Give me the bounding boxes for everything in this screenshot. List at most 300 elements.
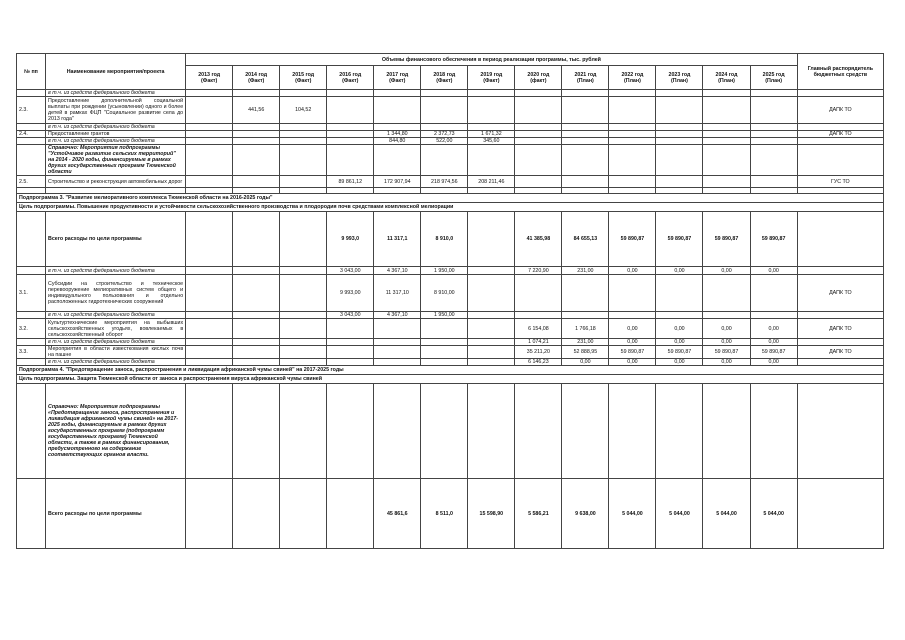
value-cell xyxy=(750,275,797,312)
value-cell: 4 367,10 xyxy=(374,312,421,319)
table-row xyxy=(17,267,884,275)
value-cell xyxy=(280,319,327,339)
header-name: Наименование мероприятия/проекта xyxy=(46,54,186,90)
table-row xyxy=(17,384,884,479)
header-year xyxy=(562,66,609,90)
value-cell: 89 861,12 xyxy=(327,176,374,188)
value-cell: 0,00 xyxy=(656,267,703,275)
row-name: в т.ч. из средств федерального бюджета xyxy=(46,90,186,97)
value-cell: 59 890,87 xyxy=(703,212,750,267)
value-cell xyxy=(280,312,327,319)
header-funding: Объемы финансового обеспечения в период реализации программы, тыс. рублей xyxy=(186,54,798,66)
row-name: в т.ч. из средств федерального бюджета xyxy=(46,339,186,346)
value-cell: 8 910,0 xyxy=(421,212,468,267)
year-kind: (План) xyxy=(765,77,783,84)
value-cell: 1 950,00 xyxy=(421,312,468,319)
value-cell: 9 993,00 xyxy=(327,275,374,312)
value-cell xyxy=(468,319,515,339)
value-cell: 5 586,21 xyxy=(515,479,562,549)
value-cell: 8 910,00 xyxy=(421,275,468,312)
value-cell xyxy=(562,176,609,188)
value-cell xyxy=(609,97,656,124)
value-cell: 0,00 xyxy=(703,267,750,275)
value-cell xyxy=(327,479,374,549)
value-cell xyxy=(750,312,797,319)
value-cell: 0,00 xyxy=(750,267,797,275)
year-label: 2022 год xyxy=(621,71,644,78)
value-cell xyxy=(703,138,750,145)
value-cell: 59 890,87 xyxy=(750,212,797,267)
row-admin xyxy=(797,479,883,549)
value-cell: 0,00 xyxy=(609,339,656,346)
value-cell: 59 890,87 xyxy=(609,346,656,359)
value-cell: 6 146,23 xyxy=(515,359,562,366)
table-row xyxy=(17,359,884,366)
header-year xyxy=(656,66,703,90)
row-admin xyxy=(797,212,883,267)
header-year xyxy=(515,66,562,90)
value-cell xyxy=(609,176,656,188)
value-cell xyxy=(186,267,233,275)
subprogram-title: Подпрограмма 4. "Предотвращение заноса, распространения и ликвидация африканской чумы свиней" на 2017-2025 годы xyxy=(17,366,884,375)
value-cell xyxy=(186,384,233,479)
value-cell xyxy=(656,312,703,319)
value-cell xyxy=(280,384,327,479)
value-cell xyxy=(750,145,797,176)
value-cell xyxy=(374,346,421,359)
value-cell: 11 317,1 xyxy=(374,212,421,267)
value-cell xyxy=(515,131,562,138)
value-cell: 0,00 xyxy=(750,339,797,346)
value-cell xyxy=(233,384,280,479)
row-number xyxy=(17,138,46,145)
row-name: Предоставление грантов xyxy=(46,131,186,138)
value-cell: 0,00 xyxy=(750,319,797,339)
year-label: 2019 год xyxy=(480,71,503,78)
value-cell: 4 367,10 xyxy=(374,267,421,275)
row-name: Мероприятия в области известкования кислых почв на пашне xyxy=(46,346,186,359)
value-cell xyxy=(562,97,609,124)
value-cell xyxy=(280,275,327,312)
table-row xyxy=(17,90,884,97)
value-cell xyxy=(280,479,327,549)
value-cell xyxy=(233,319,280,339)
value-cell xyxy=(233,131,280,138)
row-number: 3.3. xyxy=(17,346,46,359)
value-cell: 231,00 xyxy=(562,339,609,346)
value-cell xyxy=(421,384,468,479)
value-cell: 231,00 xyxy=(562,267,609,275)
value-cell xyxy=(233,212,280,267)
header-year xyxy=(750,66,797,90)
value-cell xyxy=(703,124,750,131)
header-year xyxy=(468,66,515,90)
value-cell xyxy=(186,97,233,124)
value-cell: 1 766,18 xyxy=(562,319,609,339)
value-cell: 0,00 xyxy=(562,359,609,366)
value-cell xyxy=(656,131,703,138)
value-cell: 59 890,87 xyxy=(656,212,703,267)
value-cell xyxy=(609,145,656,176)
value-cell xyxy=(421,90,468,97)
value-cell xyxy=(468,346,515,359)
value-cell xyxy=(327,346,374,359)
year-kind: (факт) xyxy=(530,77,547,84)
value-cell: 0,00 xyxy=(750,359,797,366)
value-cell xyxy=(703,131,750,138)
row-name: Справочно: Мероприятия подпрограммы «Предотвращение заноса, распространения и ликвидация африканской чумы свиней» на 2017-2025 годы, финансируемые в рамках других государственных программ (подпрограмм государственных программ) Тюменской области, а также в рамках финансирования, предусмотренного на содержание соответствующих органов власти. xyxy=(46,384,186,479)
row-number xyxy=(17,359,46,366)
value-cell xyxy=(468,359,515,366)
table-row xyxy=(17,97,884,124)
header-year xyxy=(280,66,327,90)
value-cell xyxy=(280,339,327,346)
row-number xyxy=(17,339,46,346)
value-cell xyxy=(468,90,515,97)
value-cell: 7 220,90 xyxy=(515,267,562,275)
value-cell xyxy=(656,176,703,188)
row-number xyxy=(17,479,46,549)
value-cell xyxy=(468,97,515,124)
year-label: 2021 год xyxy=(574,71,597,78)
row-admin: ГУС ТО xyxy=(797,176,883,188)
value-cell: 0,00 xyxy=(656,359,703,366)
value-cell xyxy=(750,124,797,131)
value-cell xyxy=(703,97,750,124)
value-cell xyxy=(656,124,703,131)
year-kind: (Факт) xyxy=(201,77,218,84)
value-cell xyxy=(609,384,656,479)
row-admin xyxy=(797,145,883,176)
year-label: 2013 год xyxy=(198,71,221,78)
value-cell xyxy=(468,312,515,319)
value-cell: 59 890,87 xyxy=(609,212,656,267)
value-cell: 522,00 xyxy=(421,138,468,145)
value-cell: 172 907,94 xyxy=(374,176,421,188)
row-number: 3.2. xyxy=(17,319,46,339)
row-number xyxy=(17,267,46,275)
value-cell xyxy=(609,312,656,319)
value-cell: 5 044,00 xyxy=(656,479,703,549)
year-kind: (Факт) xyxy=(436,77,453,84)
value-cell xyxy=(515,275,562,312)
row-number xyxy=(17,90,46,97)
row-name: Предоставление дополнительной социальной выплаты при рождении (усыновлении) одного и более детей в рамках ФЦП "Социальное развитие села до 2013 года" xyxy=(46,97,186,124)
table-row xyxy=(17,319,884,339)
row-admin: ДАПК ТО xyxy=(797,131,883,138)
value-cell: 0,00 xyxy=(703,359,750,366)
value-cell xyxy=(327,359,374,366)
value-cell: 0,00 xyxy=(703,339,750,346)
value-cell: 0,00 xyxy=(609,267,656,275)
value-cell xyxy=(374,319,421,339)
value-cell xyxy=(515,312,562,319)
year-kind: (Факт) xyxy=(342,77,359,84)
value-cell: 84 655,13 xyxy=(562,212,609,267)
value-cell: 3 043,00 xyxy=(327,312,374,319)
header-year xyxy=(703,66,750,90)
row-name: в т.ч. из средств федерального бюджета xyxy=(46,359,186,366)
value-cell: 59 890,87 xyxy=(656,346,703,359)
value-cell xyxy=(421,145,468,176)
value-cell: 15 598,90 xyxy=(468,479,515,549)
header-year xyxy=(186,66,233,90)
value-cell xyxy=(186,312,233,319)
value-cell xyxy=(327,131,374,138)
value-cell xyxy=(750,90,797,97)
value-cell xyxy=(656,97,703,124)
year-label: 2024 год xyxy=(715,71,738,78)
value-cell xyxy=(468,124,515,131)
value-cell xyxy=(374,359,421,366)
value-cell xyxy=(703,312,750,319)
table-row xyxy=(17,275,884,312)
value-cell xyxy=(562,145,609,176)
value-cell xyxy=(186,212,233,267)
value-cell xyxy=(233,312,280,319)
value-cell xyxy=(280,212,327,267)
row-name: Всего расходы по цели программы xyxy=(46,212,186,267)
table-row xyxy=(17,145,884,176)
value-cell xyxy=(468,339,515,346)
value-cell xyxy=(703,90,750,97)
value-cell xyxy=(515,124,562,131)
value-cell: 59 890,87 xyxy=(750,346,797,359)
value-cell: 441,56 xyxy=(233,97,280,124)
row-name: Всего расходы по цели программы xyxy=(46,479,186,549)
value-cell xyxy=(233,267,280,275)
row-name: в т.ч. из средств федерального бюджета xyxy=(46,312,186,319)
value-cell xyxy=(562,312,609,319)
row-number xyxy=(17,384,46,479)
value-cell xyxy=(186,131,233,138)
value-cell: 9 638,00 xyxy=(562,479,609,549)
year-label: 2016 год xyxy=(339,71,362,78)
value-cell xyxy=(186,90,233,97)
value-cell xyxy=(609,90,656,97)
value-cell: 844,80 xyxy=(374,138,421,145)
value-cell xyxy=(562,131,609,138)
row-admin xyxy=(797,312,883,319)
year-label: 2018 год xyxy=(433,71,456,78)
value-cell xyxy=(421,339,468,346)
table-row xyxy=(17,203,884,212)
value-cell: 59 890,87 xyxy=(703,346,750,359)
funding-table xyxy=(16,53,884,549)
row-name: Культуртехнические мероприятия на выбывших сельскохозяйственных угодьях, вовлекаемых в сельскохозяйственный оборот xyxy=(46,319,186,339)
value-cell xyxy=(562,124,609,131)
row-number xyxy=(17,145,46,176)
year-kind: (План) xyxy=(718,77,735,84)
value-cell xyxy=(374,339,421,346)
value-cell: 9 993,0 xyxy=(327,212,374,267)
value-cell xyxy=(703,275,750,312)
value-cell xyxy=(186,479,233,549)
value-cell xyxy=(421,319,468,339)
value-cell xyxy=(562,275,609,312)
value-cell xyxy=(703,145,750,176)
year-label: 2015 год xyxy=(292,71,315,78)
row-admin: ДАПК ТО xyxy=(797,346,883,359)
value-cell xyxy=(562,90,609,97)
value-cell xyxy=(609,138,656,145)
table-row xyxy=(17,138,884,145)
row-name: Субсидии на строительство и техническое перевооружение мелиоративных систем общего и индивидуального пользования и отдельно расположенных гидротехнических сооружений xyxy=(46,275,186,312)
value-cell: 0,00 xyxy=(609,359,656,366)
year-kind: (Факт) xyxy=(389,77,406,84)
table-row xyxy=(17,479,884,549)
value-cell xyxy=(750,138,797,145)
value-cell: 5 044,00 xyxy=(609,479,656,549)
value-cell xyxy=(515,138,562,145)
value-cell xyxy=(186,339,233,346)
value-cell xyxy=(562,384,609,479)
value-cell xyxy=(609,131,656,138)
value-cell: 1 950,00 xyxy=(421,267,468,275)
value-cell xyxy=(609,275,656,312)
value-cell: 1 074,21 xyxy=(515,339,562,346)
row-number: 2.5. xyxy=(17,176,46,188)
value-cell xyxy=(233,176,280,188)
value-cell xyxy=(562,138,609,145)
value-cell: 8 511,0 xyxy=(421,479,468,549)
value-cell xyxy=(280,138,327,145)
year-label: 2025 год xyxy=(762,71,785,78)
value-cell: 2 372,73 xyxy=(421,131,468,138)
header-year xyxy=(421,66,468,90)
row-number xyxy=(17,212,46,267)
value-cell xyxy=(421,346,468,359)
subprogram-title: Подпрограмма 3. "Развитие мелиоративного комплекса Тюменской области на 2016-2025 годы" xyxy=(17,194,884,203)
value-cell xyxy=(374,90,421,97)
table-row xyxy=(17,124,884,131)
value-cell xyxy=(750,384,797,479)
value-cell xyxy=(186,275,233,312)
value-cell xyxy=(233,479,280,549)
value-cell xyxy=(421,97,468,124)
value-cell xyxy=(280,267,327,275)
value-cell: 35 211,20 xyxy=(515,346,562,359)
value-cell: 52 888,95 xyxy=(562,346,609,359)
value-cell xyxy=(374,384,421,479)
value-cell xyxy=(703,176,750,188)
value-cell xyxy=(327,97,374,124)
value-cell: 104,52 xyxy=(280,97,327,124)
table-row xyxy=(17,131,884,138)
row-admin xyxy=(797,138,883,145)
value-cell xyxy=(280,131,327,138)
row-admin xyxy=(797,124,883,131)
year-label: 2023 год xyxy=(668,71,691,78)
value-cell xyxy=(656,275,703,312)
value-cell xyxy=(280,346,327,359)
value-cell xyxy=(750,176,797,188)
value-cell: 0,00 xyxy=(656,339,703,346)
value-cell xyxy=(280,359,327,366)
value-cell xyxy=(280,145,327,176)
value-cell: 218 974,56 xyxy=(421,176,468,188)
value-cell: 1 671,32 xyxy=(468,131,515,138)
value-cell: 345,60 xyxy=(468,138,515,145)
subprogram-goal: Цель подпрограммы. Повышение продуктивности и устойчивости сельскохозяйственного производства и плодородия почв средствами комплексной мелиорации xyxy=(17,203,884,212)
value-cell xyxy=(656,145,703,176)
value-cell: 3 043,00 xyxy=(327,267,374,275)
value-cell xyxy=(374,124,421,131)
header-year xyxy=(609,66,656,90)
value-cell xyxy=(233,145,280,176)
value-cell xyxy=(515,97,562,124)
header-num: № пп xyxy=(17,54,46,90)
value-cell: 6 154,08 xyxy=(515,319,562,339)
value-cell xyxy=(327,319,374,339)
value-cell: 1 344,80 xyxy=(374,131,421,138)
row-admin xyxy=(797,90,883,97)
value-cell xyxy=(233,90,280,97)
table-row xyxy=(17,366,884,375)
value-cell xyxy=(186,346,233,359)
value-cell: 0,00 xyxy=(656,319,703,339)
value-cell xyxy=(703,384,750,479)
value-cell: 0,00 xyxy=(609,319,656,339)
row-number: 2.3. xyxy=(17,97,46,124)
value-cell xyxy=(186,319,233,339)
header-year xyxy=(233,66,280,90)
value-cell xyxy=(515,145,562,176)
value-cell xyxy=(233,275,280,312)
table-row xyxy=(17,375,884,384)
year-kind: (Факт) xyxy=(248,77,265,84)
value-cell xyxy=(421,359,468,366)
year-kind: (Факт) xyxy=(295,77,312,84)
value-cell xyxy=(327,124,374,131)
value-cell xyxy=(515,90,562,97)
row-name: в т.ч. из средств федерального бюджета xyxy=(46,267,186,275)
value-cell xyxy=(656,90,703,97)
value-cell xyxy=(327,90,374,97)
value-cell xyxy=(327,138,374,145)
value-cell xyxy=(186,145,233,176)
year-kind: (План) xyxy=(624,77,641,84)
row-admin: ДАПК ТО xyxy=(797,97,883,124)
value-cell xyxy=(609,124,656,131)
value-cell xyxy=(374,97,421,124)
value-cell xyxy=(327,339,374,346)
header-year xyxy=(374,66,421,90)
year-kind: (План) xyxy=(671,77,688,84)
value-cell: 5 044,00 xyxy=(750,479,797,549)
value-cell: 208 211,46 xyxy=(468,176,515,188)
value-cell xyxy=(468,212,515,267)
row-name: Строительство и реконструкция автомобильных дорог xyxy=(46,176,186,188)
value-cell xyxy=(656,138,703,145)
row-number xyxy=(17,312,46,319)
row-name: Справочно: Мероприятия подпрограммы "Устойчивое развитие сельских территорий" на 2014 - 2020 годы, финансируемые в рамках других государственных программ Тюменской области xyxy=(46,145,186,176)
table-row xyxy=(17,194,884,203)
value-cell: 45 861,6 xyxy=(374,479,421,549)
value-cell: 5 044,00 xyxy=(703,479,750,549)
value-cell xyxy=(468,275,515,312)
value-cell xyxy=(515,176,562,188)
value-cell xyxy=(233,339,280,346)
value-cell xyxy=(468,267,515,275)
row-admin xyxy=(797,339,883,346)
value-cell xyxy=(233,359,280,366)
table-row xyxy=(17,339,884,346)
row-admin xyxy=(797,267,883,275)
value-cell xyxy=(233,124,280,131)
year-kind: (Факт) xyxy=(483,77,500,84)
header-admin: Главный распорядитель бюджетных средств xyxy=(797,54,883,90)
